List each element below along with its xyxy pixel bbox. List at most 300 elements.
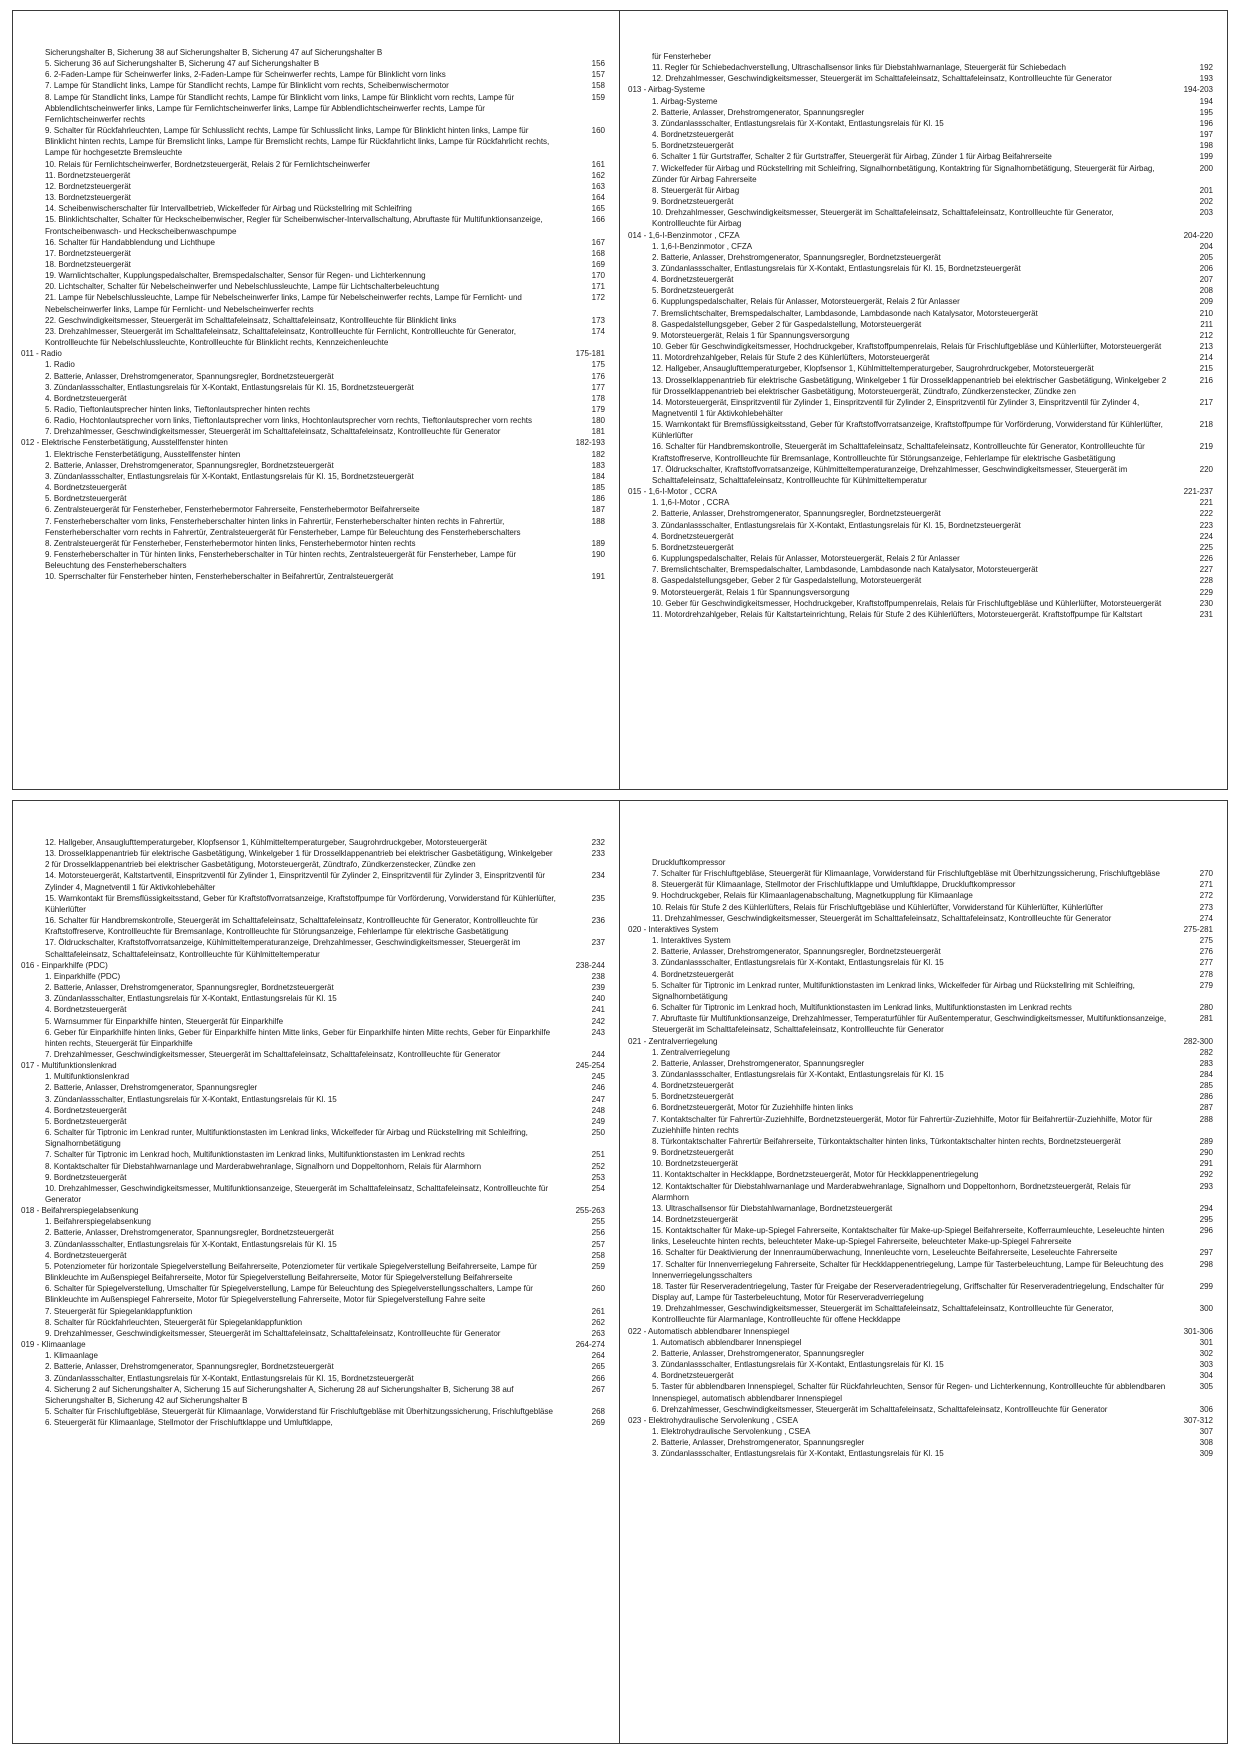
index-entry-row <box>628 1437 1213 1448</box>
index-page-number: 192 <box>1199 63 1213 73</box>
index-entry-label: 3. Zündanlassschalter, Entlastungsrelais für X-Kontakt, Entlastungsrelais für Kl. 15, Bordnetzsteuergerät <box>45 382 414 392</box>
index-entry-label: 9. Fensterheberschalter in Tür hinten links, Fensterheberschalter in Tür hinten rechts, Zentralsteuergerät für Fensterheber, Lampe für Beleuchtung des Fensterheberschalters <box>45 550 517 571</box>
index-page-number: 268 <box>591 1406 605 1416</box>
index-group-row <box>21 1060 605 1071</box>
index-entry-row <box>628 553 1213 564</box>
index-entry-label: 8. Gaspedalstellungsgeber, Geber 2 für Gaspedalstellung, Motorsteuergerät <box>652 319 922 329</box>
index-page-number: 203 <box>1199 208 1213 218</box>
index-page-number: 182 <box>591 449 605 459</box>
index-entry-label: 7. Abruftaste für Multifunktionsanzeige, Drehzahlmesser, Temperaturfühler für Außentemperatur, Geschwindigkeitsmesser, Multifunktionsanzeige, Steuergerät im Schalttafeleinsatz, Schalttafeleinsatz, Kontrollleuchte für Generator <box>652 1014 1167 1035</box>
index-page-number: 196 <box>1199 118 1213 128</box>
index-entry-label: 2. Batterie, Anlasser, Drehstromgenerator, Spannungsregler, Bordnetzsteuergerät <box>45 1228 334 1238</box>
index-entry-label: 4. Bordnetzsteuergerät <box>45 1250 127 1260</box>
index-entry-row <box>21 1094 605 1105</box>
index-page-number: 301-306 <box>1183 1326 1213 1336</box>
index-entry-row <box>628 196 1213 207</box>
index-page-number: 249 <box>591 1116 605 1126</box>
index-entry-row <box>21 382 605 393</box>
index-entry-label: 9. Motorsteuergerät, Relais 1 für Spannungsversorgung <box>652 587 850 597</box>
index-entry-row <box>628 1058 1213 1069</box>
index-entry-row <box>628 1147 1213 1158</box>
index-entry-label: 1. Klimaanlage <box>45 1351 98 1361</box>
index-entry-label: 16. Schalter für Handabblendung und Lichthupe <box>45 237 216 247</box>
index-group-row <box>628 924 1213 935</box>
index-entry-label: 12. Bordnetzsteuergerät <box>45 181 131 191</box>
index-page-number: 240 <box>591 994 605 1004</box>
index-entry-row <box>21 80 605 91</box>
index-entry-row <box>628 1013 1213 1035</box>
index-page-number: 169 <box>591 259 605 269</box>
index-page-number: 220 <box>1199 464 1213 474</box>
index-entry-label: 3. Zündanlassschalter, Entlastungsrelais für X-Kontakt, Entlastungsrelais für Kl. 15 <box>45 994 337 1004</box>
index-entry-row <box>21 1105 605 1116</box>
index-entry-row <box>628 1203 1213 1214</box>
index-group-label: 022 - Automatisch abblendbarer Innenspiegel <box>628 1326 790 1336</box>
index-group-label: 023 - Elektrohydraulische Servolenkung , CSEA <box>628 1415 798 1425</box>
index-page-number: 285 <box>1199 1081 1213 1091</box>
index-entry-label: 7. Drehzahlmesser, Geschwindigkeitsmesser, Steuergerät im Schalttafeleinsatz, Schalttafeleinsatz, Kontrollleuchte für Generator <box>45 427 501 437</box>
index-entry-row <box>21 426 605 437</box>
index-page-number: 163 <box>591 181 605 191</box>
index-entry-row <box>628 1348 1213 1359</box>
index-page-number: 295 <box>1199 1215 1213 1224</box>
index-entry-row <box>628 1404 1213 1415</box>
index-page-number: 219 <box>1199 442 1213 452</box>
index-entry-row <box>21 170 605 181</box>
index-entry-label: 1. Radio <box>45 360 75 370</box>
index-entry-label: 7. Kontaktschalter für Fahrertür-Zuziehhilfe, Bordnetzsteuergerät, Motor für Fahrertür-Zuziehhilfe, Motor für Beifahrertür-Zuziehhilfe, Motor für Zuziehhilfe hinten rechts <box>652 1114 1153 1135</box>
index-entry-label: 2. Batterie, Anlasser, Drehstromgenerator, Spannungsregler, Bordnetzsteuergerät <box>652 947 941 957</box>
index-page-number: 187 <box>591 505 605 515</box>
index-entry-label: 3. Zündanlassschalter, Entlastungsrelais für X-Kontakt, Entlastungsrelais für Kl. 15, Bordnetzsteuergerät <box>45 1373 414 1383</box>
index-page-number: 170 <box>591 271 605 281</box>
index-entry-label: 2. Batterie, Anlasser, Drehstromgenerator, Spannungsregler, Bordnetzsteuergerät <box>45 1362 334 1372</box>
index-panel-bottom <box>12 800 1228 1744</box>
index-page-number: 302 <box>1199 1348 1213 1358</box>
index-page-number: 244 <box>591 1049 605 1059</box>
index-entry-label: 1. Elektrohydraulische Servolenkung , CSEA <box>652 1426 811 1436</box>
index-entry-row <box>628 520 1213 531</box>
index-entry-row <box>628 980 1213 1002</box>
index-entry-row <box>21 516 605 538</box>
index-entry-row <box>21 270 605 281</box>
index-page-number: 177 <box>591 382 605 392</box>
index-entry-row <box>628 531 1213 542</box>
index-entry-label: 11. Regler für Schiebedachverstellung, Ultraschallsensor links für Diebstahlwarnanlage, Steuergerät für Schiebedach <box>652 63 1066 73</box>
index-entry-label: 13. Bordnetzsteuergerät <box>45 193 131 203</box>
index-page-number: 243 <box>591 1027 605 1037</box>
index-entry-label: 7. Bremslichtschalter, Bremspedalschalter, Lambdasonde, Lambdasonde nach Katalysator, Motorsteuergerät <box>652 565 1038 575</box>
index-page-number: 156 <box>591 59 605 69</box>
index-entry-row <box>21 326 605 348</box>
index-entry-label: Druckluftkompressor <box>652 858 726 867</box>
index-group-label: 012 - Elektrische Fensterbetätigung, Ausstellfenster hinten <box>21 438 228 448</box>
index-entry-row <box>21 1283 605 1305</box>
index-page-number: 204-220 <box>1183 230 1213 240</box>
index-entry-row <box>21 538 605 549</box>
index-entry-row <box>21 971 605 982</box>
index-entry-label: 8. Lampe für Standlicht links, Lampe für Standlicht rechts, Lampe für Blinklicht vorn links, Lampe für Blinklicht vorn rechts, Lampe für Abblendlichtscheinwerfer links, Lampe für Fernlichtscheinwerfer links, Lampe für Abblendlichtscheinwerfer rechts, Lampe für Fernlichtscheinwerfer rechts <box>45 92 515 124</box>
index-entry-label: 5. Bordnetzsteuergerät <box>652 1092 734 1102</box>
index-group-label: 013 - Airbag-Systeme <box>628 85 705 95</box>
index-group-label: 015 - 1,6-I-Motor , CCRA <box>628 487 717 497</box>
index-entry-row <box>628 118 1213 129</box>
index-column-bottom-left <box>13 801 620 1743</box>
index-page-number: 191 <box>591 572 605 582</box>
index-entry-label: 5. Bordnetzsteuergerät <box>45 1116 127 1126</box>
index-entry-label: 3. Zündanlassschalter, Entlastungsrelais für X-Kontakt, Entlastungsrelais für Kl. 15 <box>652 1449 944 1459</box>
index-entry-label: 8. Steuergerät für Klimaanlage, Stellmotor der Frischluftklappe und Umluftklappe, Druckluftkompressor <box>652 880 1016 890</box>
index-page-number: 175-181 <box>575 349 605 359</box>
index-page-number: 226 <box>1199 554 1213 564</box>
index-group-label: 019 - Klimaanlage <box>21 1340 86 1350</box>
index-page-number: 186 <box>591 494 605 504</box>
index-entry-label: 4. Bordnetzsteuergerät <box>652 1371 734 1381</box>
index-entry-label: 17. Öldruckschalter, Kraftstoffvorratsanzeige, Kühlmitteltemperaturanzeige, Drehzahlmesser, Geschwindigkeitsmesser, Steuergerät im Schalttafeleinsatz, Schalttafeleinsatz, Kontrollleuchte für Kühlmitteltemperatur <box>45 938 521 959</box>
index-entry-label: 10. Relais für Fernlichtscheinwerfer, Bordnetzsteuergerät, Relais 2 für Fernlichtscheinwerfer <box>45 159 371 169</box>
index-entry-label: 11. Motordrehzahlgeber, Relais für Kaltstarteinrichtung, Relais für Stufe 2 des Kühlerlüfters, Motorsteuergerät. Kraftstoffpumpe für Kaltstart <box>652 609 1143 619</box>
entry-list <box>13 11 619 589</box>
index-entry-row <box>21 1227 605 1238</box>
index-entry-label: 12. Kontaktschalter für Diebstahlwarnanlage und Marderabwehranlage, Signalhorn und Doppeltonhorn, Bordnetzsteuergerät, Relais für Alarmhorn <box>652 1181 1131 1202</box>
index-entry-label: 9. Hochdruckgeber, Relais für Klimaanlagenabschaltung, Magnetkupplung für Klimaanlage <box>652 891 973 901</box>
index-entry-label: 12. Hallgeber, Ansauglufttemperaturgeber, Klopfsensor 1, Kühlmitteltemperaturgeber, Saugrohrdruckgeber, Motorsteuergerät <box>45 838 487 847</box>
index-entry-row <box>21 1350 605 1361</box>
index-entry-row <box>21 1239 605 1250</box>
index-entry-label: 5. Taster für abblendbaren Innenspiegel, Schalter für Rückfahrleuchten, Sensor für Regen- und Lichterkennung, Kontrollleuchte für abblendbaren Innenspiegel, automatisch abblendbarer Innenspiegel <box>652 1382 1166 1403</box>
index-entry-label: 4. Bordnetzsteuergerät <box>652 1081 734 1091</box>
index-entry-row <box>628 96 1213 107</box>
index-entry-row <box>21 1361 605 1372</box>
index-page-number: 269 <box>591 1418 605 1428</box>
index-entry-row <box>21 1250 605 1261</box>
index-group-label: 016 - Einparkhilfe (PDC) <box>21 960 108 970</box>
index-page-number: 288 <box>1199 1114 1213 1124</box>
index-entry-label: 7. Bremslichtschalter, Bremspedalschalter, Lambdasonde, Lambdasonde nach Katalysator, Motorsteuergerät <box>652 308 1038 318</box>
index-entry-label: 9. Bordnetzsteuergerät <box>45 1172 127 1182</box>
index-entry-row <box>21 1261 605 1283</box>
index-entry-row <box>628 363 1213 374</box>
index-page-number: 175 <box>591 360 605 370</box>
index-entry-row <box>628 1448 1213 1459</box>
index-page-number: 300 <box>1199 1304 1213 1314</box>
index-entry-label: 6. 2-Faden-Lampe für Scheinwerfer links, 2-Faden-Lampe für Scheinwerfer rechts, Lampe für Blinklicht vorn links <box>45 70 446 80</box>
index-page-number: 167 <box>591 237 605 247</box>
index-entry-label: 7. Schalter für Tiptronic im Lenkrad hoch, Multifunktionstasten im Lenkrad links, Multifunktionstasten im Lenkrad rechts <box>45 1150 465 1160</box>
index-entry-row <box>21 1406 605 1417</box>
index-entry-label: 1. 1,6-I-Benzinmotor , CFZA <box>652 241 753 251</box>
index-entry-row <box>628 1281 1213 1303</box>
index-page-number: 194 <box>1199 96 1213 106</box>
index-entry-label: 6. Bordnetzsteuergerät, Motor für Zuziehhilfe hinten links <box>652 1103 854 1113</box>
index-page-number: 166 <box>591 215 605 225</box>
index-entry-label: 3. Zündanlassschalter, Entlastungsrelais für X-Kontakt, Entlastungsrelais für Kl. 15 <box>652 118 944 128</box>
index-entry-label: 1. Beifahrerspiegelabsenkung <box>45 1217 151 1227</box>
index-page-number: 224 <box>1199 531 1213 541</box>
index-entry-row <box>21 1317 605 1328</box>
index-page-number: 241 <box>591 1005 605 1015</box>
index-entry-label: 13. Drosselklappenantrieb für elektrische Gasbetätigung, Winkelgeber 1 für Drosselklappenantrieb bei elektrischer Gasbetätigung, Winkelgeber 2 für Drosselklappenantrieb bei elektrischer Gasbetätigung, Motorsteuergerät, Zündtrafo, Zündkerzenstecker, Zündke zen <box>652 375 1167 396</box>
index-page-number: 225 <box>1199 542 1213 552</box>
index-entry-label: 19. Drehzahlmesser, Geschwindigkeitsmesser, Steuergerät im Schalttafeleinsatz, Schalttafeleinsatz, Kontrollleuchte für Generator, Kontrollleuchte für Alarmanlage, Kontrollleuchte für offene Heckklappe <box>652 1304 1114 1325</box>
index-entry-label: 22. Geschwindigkeitsmesser, Steuergerät im Schalttafeleinsatz, Schalttafeleinsatz, Kontrollleuchte für Blinklicht links <box>45 315 457 325</box>
index-entry-row <box>628 946 1213 957</box>
index-entry-label: 2. Batterie, Anlasser, Drehstromgenerator, Spannungsregler, Bordnetzsteuergerät <box>652 252 941 262</box>
index-group-row <box>628 1415 1213 1426</box>
index-group-row <box>628 1036 1213 1047</box>
index-entry-row <box>21 915 605 937</box>
index-page-number: 297 <box>1199 1248 1213 1258</box>
index-page-number: 263 <box>591 1328 605 1338</box>
index-group-label: 011 - Radio <box>21 349 62 359</box>
index-page-number: 289 <box>1199 1136 1213 1146</box>
index-group-row <box>628 1326 1213 1337</box>
index-page-number: 217 <box>1199 397 1213 407</box>
index-page-number: 234 <box>591 871 605 881</box>
index-group-label: 014 - 1,6-I-Benzinmotor , CFZA <box>628 230 740 240</box>
index-entry-label: 11. Drehzahlmesser, Geschwindigkeitsmesser, Steuergerät im Schalttafeleinsatz, Schalttafeleinsatz, Kontrollleuchte für Generator <box>652 913 1112 923</box>
index-page-number: 256 <box>591 1228 605 1238</box>
index-page-number: 213 <box>1199 342 1213 352</box>
index-entry-label: 17. Öldruckschalter, Kraftstoffvorratsanzeige, Kühlmitteltemperaturanzeige, Drehzahlmesser, Geschwindigkeitsmesser, Steuergerät im Schalttafeleinsatz, Schalttafeleinsatz, Kontrollleuchte für Kühlmitteltemperatur <box>652 464 1128 485</box>
index-entry-row <box>628 1214 1213 1225</box>
index-page-number: 184 <box>591 471 605 481</box>
index-entry-row <box>628 285 1213 296</box>
index-entry-label: 1. Interaktives System <box>652 936 731 946</box>
index-page-number: 259 <box>591 1261 605 1271</box>
index-page-number: 264-274 <box>575 1340 605 1350</box>
index-page-number: 247 <box>591 1094 605 1104</box>
index-page-number: 199 <box>1199 152 1213 162</box>
index-page-number: 229 <box>1199 587 1213 597</box>
index-page-number: 253 <box>591 1172 605 1182</box>
index-page-number: 230 <box>1199 598 1213 608</box>
index-entry-label: 14. Bordnetzsteuergerät <box>652 1215 738 1224</box>
index-page-number: 266 <box>591 1373 605 1383</box>
index-entry-row <box>628 969 1213 980</box>
index-entry-row <box>21 69 605 80</box>
index-group-label: 021 - Zentralverriegelung <box>628 1036 718 1046</box>
index-entry-row <box>21 1328 605 1339</box>
index-entry-row <box>21 92 605 125</box>
index-entry-label: 10. Relais für Stufe 2 des Kühlerlüfters, Relais für Frischluftgebläse und Kühlerlüfter, Vorwiderstand für Kühlerlüfter, Kühlerlüfter <box>652 902 1103 912</box>
index-entry-label: 5. Schalter für Tiptronic im Lenkrad runter, Multifunktionstasten im Lenkrad links, Wickelfeder für Airbag und Rückstellring mit Schleifring, Signalhornbetätigung <box>652 980 1135 1001</box>
index-entry-label: 4. Bordnetzsteuergerät <box>652 275 734 285</box>
index-entry-label: 6. Schalter für Tiptronic im Lenkrad hoch, Multifunktionstasten im Lenkrad links, Multifunktionstasten im Lenkrad rechts <box>652 1003 1072 1013</box>
index-entry-row <box>628 1091 1213 1102</box>
index-entry-row <box>21 1049 605 1060</box>
index-page-number: 257 <box>591 1239 605 1249</box>
index-page-number: 206 <box>1199 263 1213 273</box>
index-page-number: 209 <box>1199 297 1213 307</box>
index-page-number: 270 <box>1199 869 1213 879</box>
index-entry-row <box>21 1116 605 1127</box>
index-entry-row <box>628 1426 1213 1437</box>
index-page-number: 180 <box>591 416 605 426</box>
index-entry-row <box>21 870 605 892</box>
index-entry-row <box>628 598 1213 609</box>
index-page-number: 254 <box>591 1183 605 1193</box>
index-page-number: 174 <box>591 326 605 336</box>
index-entry-label: 7. Lampe für Standlicht links, Lampe für Standlicht rechts, Lampe für Blinklicht vorn rechts, Scheibenwischermotor <box>45 81 449 91</box>
index-entry-row <box>628 1069 1213 1080</box>
index-entry-label: 14. Motorsteuergerät, Kaltstartventil, Einspritzventil für Zylinder 1, Einspritzventil für Zylinder 2, Einspritzventil für Zylinder 3, Einspritzventil für Zylinder 4, Magnetventil 1 für Aktivkohlebehälter <box>45 871 546 892</box>
index-entry-row <box>21 1149 605 1160</box>
index-entry-label: 13. Ultraschallsensor für Diebstahlwarnanlage, Bordnetzsteuergerät <box>652 1203 893 1213</box>
index-entry-label: 10. Drehzahlmesser, Geschwindigkeitsmesser, Steuergerät im Schalttafeleinsatz, Schalttafeleinsatz, Kontrollleuchte für Generator, Kontrollleuchte für Airbag <box>652 208 1114 229</box>
index-entry-label: 2. Batterie, Anlasser, Drehstromgenerator, Spannungsregler <box>45 1083 258 1093</box>
index-page-number: 273 <box>1199 902 1213 912</box>
index-group-label: 020 - Interaktives System <box>628 924 719 934</box>
index-entry-row <box>21 1384 605 1406</box>
index-entry-row <box>628 935 1213 946</box>
index-page-number: 245 <box>591 1072 605 1082</box>
index-page-number: 262 <box>591 1317 605 1327</box>
index-page-number: 158 <box>591 81 605 91</box>
index-page-number: 308 <box>1199 1438 1213 1448</box>
index-entry-row <box>628 185 1213 196</box>
index-entry-label: Sicherungshalter B, Sicherung 38 auf Sicherungshalter B, Sicherung 47 auf Sicherungshalter B <box>45 48 383 57</box>
index-entry-row <box>628 1381 1213 1403</box>
index-entry-label: 20. Lichtschalter, Schalter für Nebelscheinwerfer und Nebelschlussleuchte, Lampe für Lichtschalterbeleuchtung <box>45 282 440 292</box>
index-page-number: 279 <box>1199 980 1213 990</box>
index-page-number: 293 <box>1199 1181 1213 1191</box>
index-page-number: 195 <box>1199 107 1213 117</box>
index-column-bottom-right <box>620 801 1227 1743</box>
index-page-number: 283 <box>1199 1058 1213 1068</box>
index-entry-label: 7. Wickelfeder für Airbag und Rückstellring mit Schleifring, Signalhornbetätigung, Kontaktring für Signalhornbetätigung, Steuergerät für Airbag, Zünder für Airbag Fahrerseite <box>652 163 1155 184</box>
index-entry-label: 1. Automatisch abblendbarer Innenspiegel <box>652 1337 802 1347</box>
index-entry-label: 18. Bordnetzsteuergerät <box>45 259 131 269</box>
index-entry-label: 10. Geber für Geschwindigkeitsmesser, Hochdruckgeber, Kraftstoffpumpenrelais, Relais für Frischluftgebläse und Kühlerlüfter, Motorsteuergerät <box>652 598 1162 608</box>
index-page-number: 239 <box>591 983 605 993</box>
index-entry-label: 15. Kontaktschalter für Make-up-Spiegel Fahrerseite, Kontaktschalter für Make-up-Spiegel Beifahrerseite, Kofferraumleuchte, Leseleuchte hinten links, Leseleuchte hinten rechts, beleuchteter Make-up-Spiegel Fahrerseite, beleuchteter Make-up-Spiegel Fahrerseite <box>652 1226 1165 1247</box>
index-page-number: 161 <box>591 159 605 169</box>
index-entry-label: 15. Blinklichtschalter, Schalter für Heckscheibenwischer, Regler für Scheibenwischer-Intervallschaltung, Abruftaste für Multifunktionsanzeige, Frontscheibenwasch- und Heckscheibenwaschpumpe <box>45 215 543 236</box>
index-page-number: 260 <box>591 1284 605 1294</box>
index-entry-row <box>21 1161 605 1172</box>
index-entry-row <box>21 1027 605 1049</box>
index-page-number: 171 <box>591 282 605 292</box>
index-entry-label: 1. Einparkhilfe (PDC) <box>45 971 121 981</box>
index-page-number: 237 <box>591 938 605 948</box>
index-page-number: 284 <box>1199 1069 1213 1079</box>
index-entry-label: 2. Batterie, Anlasser, Drehstromgenerator, Spannungsregler, Bordnetzsteuergerät <box>45 983 334 993</box>
index-page-number: 216 <box>1199 375 1213 385</box>
index-entry-label: 2. Batterie, Anlasser, Drehstromgenerator, Spannungsregler <box>652 107 865 117</box>
index-page-number: 261 <box>591 1306 605 1316</box>
index-entry-label: 4. Bordnetzsteuergerät <box>45 393 127 403</box>
index-entry-row <box>628 957 1213 968</box>
index-entry-row <box>628 587 1213 598</box>
index-entry-label: 3. Zündanlassschalter, Entlastungsrelais für X-Kontakt, Entlastungsrelais für Kl. 15 <box>652 1360 944 1370</box>
index-page-number: 204 <box>1199 241 1213 251</box>
index-entry-label: 6. Radio, Hochtonlautsprecher vorn links, Tieftonlautsprecher vorn links, Hochtonlautsprecher vorn rechts, Tieftonlautsprecher vorn rechts <box>45 416 533 426</box>
index-entry-row <box>628 73 1213 84</box>
index-entry-label: 4. Bordnetzsteuergerät <box>45 1105 127 1115</box>
index-page-number: 215 <box>1199 364 1213 374</box>
index-page-number: 222 <box>1199 509 1213 519</box>
index-entry-row <box>21 359 605 370</box>
index-entry-label: 5. Bordnetzsteuergerät <box>45 494 127 504</box>
index-page-number: 265 <box>591 1362 605 1372</box>
index-entry-row <box>628 1047 1213 1058</box>
index-page-number: 248 <box>591 1105 605 1115</box>
index-entry-row <box>628 1370 1213 1381</box>
index-entry-label: 3. Zündanlassschalter, Entlastungsrelais für X-Kontakt, Entlastungsrelais für Kl. 15 <box>45 1094 337 1104</box>
index-page-number: 287 <box>1199 1103 1213 1113</box>
index-entry-row <box>628 341 1213 352</box>
index-entry-row <box>21 449 605 460</box>
index-entry-label: 7. Schalter für Frischluftgebläse, Steuergerät für Klimaanlage, Vorwiderstand für Frischluftgebläse mit Überhitzungssicherung, Frischluftgebläse <box>652 869 1160 879</box>
index-page-number: 181 <box>591 427 605 437</box>
index-page-number: 183 <box>591 460 605 470</box>
index-entry-row <box>21 471 605 482</box>
index-entry-label: 11. Motordrehzahlgeber, Relais für Stufe 2 des Kühlerlüfters, Motorsteuergerät <box>652 353 930 363</box>
index-entry-label: 3. Zündanlassschalter, Entlastungsrelais für X-Kontakt, Entlastungsrelais für Kl. 15 <box>652 958 944 968</box>
index-page-number: 193 <box>1199 74 1213 84</box>
index-entry-row <box>628 1247 1213 1258</box>
index-entry-row <box>21 837 605 848</box>
index-page-number: 250 <box>591 1128 605 1138</box>
index-entry-label: 1. Multifunktionslenkrad <box>45 1072 130 1082</box>
index-column-top-left <box>13 11 620 789</box>
index-page-number: 278 <box>1199 969 1213 979</box>
index-entry-row <box>21 1004 605 1015</box>
index-page-number: 197 <box>1199 130 1213 140</box>
index-page-number: 264 <box>591 1351 605 1361</box>
index-entry-row <box>628 330 1213 341</box>
index-entry-row <box>628 542 1213 553</box>
index-page-number: 179 <box>591 405 605 414</box>
index-entry-label: 3. Zündanlassschalter, Entlastungsrelais für X-Kontakt, Entlastungsrelais für Kl. 15, Bordnetzsteuergerät <box>652 520 1021 530</box>
index-entry-label: 2. Batterie, Anlasser, Drehstromgenerator, Spannungsregler <box>652 1058 865 1068</box>
index-entry-row <box>628 497 1213 508</box>
index-entry-row <box>21 1071 605 1082</box>
index-entry-label: 10. Drehzahlmesser, Geschwindigkeitsmesser, Multifunktionsanzeige, Steuergerät im Schalttafeleinsatz, Schalttafeleinsatz, Kontrollleuchte für Generator <box>45 1183 549 1204</box>
index-entry-label: 18. Taster für Reserveradentriegelung, Taster für Freigabe der Reserveradentriegelung, Griffschalter für Reserveradentriegelung, Endschalter für Display auf, Lampe für Tasterbeleuchtung, Motor für Reserveradverriegelung <box>652 1281 1164 1303</box>
index-entry-row <box>628 274 1213 285</box>
index-page-number: 231 <box>1199 609 1213 619</box>
index-entry-row <box>628 252 1213 263</box>
index-entry-label: 8. Gaspedalstellungsgeber, Geber 2 für Gaspedalstellung, Motorsteuergerät <box>652 576 922 586</box>
index-page-number: 190 <box>591 550 605 560</box>
index-page-number: 301 <box>1199 1337 1213 1347</box>
index-group-row <box>21 348 605 359</box>
index-entry-row <box>21 1016 605 1027</box>
index-page-number: 307-312 <box>1183 1415 1213 1425</box>
index-entry-label: 8. Steuergerät für Airbag <box>652 185 740 195</box>
index-entry-label: 2. Batterie, Anlasser, Drehstromgenerator, Spannungsregler <box>652 1348 865 1358</box>
index-entry-row <box>628 163 1213 185</box>
index-entry-label: für Fensterheber <box>652 52 712 61</box>
index-page-number: 282 <box>1199 1047 1213 1057</box>
index-entry-label: 15. Warnkontakt für Bremsflüssigkeitsstand, Geber für Kraftstoffvorratsanzeige, Kraftstoffpumpe für Vorförderung, Vorwiderstand für Kühlerlüfter, Kühlerlüfter <box>652 420 1163 441</box>
index-page-number: 218 <box>1199 420 1213 430</box>
index-entry-row <box>21 125 605 158</box>
index-entry-label: 6. Kupplungspedalschalter, Relais für Anlasser, Motorsteuergerät, Relais 2 für Anlasser <box>652 554 960 564</box>
index-entry-label: 4. Bordnetzsteuergerät <box>652 130 734 140</box>
index-page-number: 165 <box>591 204 605 214</box>
index-page-number: 304 <box>1199 1371 1213 1381</box>
index-entry-label: 9. Drehzahlmesser, Geschwindigkeitsmesser, Steuergerät im Schalttafeleinsatz, Schalttafeleinsatz, Kontrollleuchte für Generator <box>45 1328 501 1338</box>
index-page-number: 214 <box>1199 353 1213 363</box>
index-entry-row <box>628 464 1213 486</box>
index-entry-label: 4. Sicherung 2 auf Sicherungshalter A, Sicherung 15 auf Sicherungshalter A, Sicherung 28 auf Sicherungshalter B, Sicherung 38 auf Sicherungshalter B, Sicherung 42 auf Sicherungshalter B <box>45 1384 514 1405</box>
index-entry-row <box>21 1172 605 1183</box>
index-entry-row <box>628 1259 1213 1281</box>
index-column-top-right <box>620 11 1227 789</box>
